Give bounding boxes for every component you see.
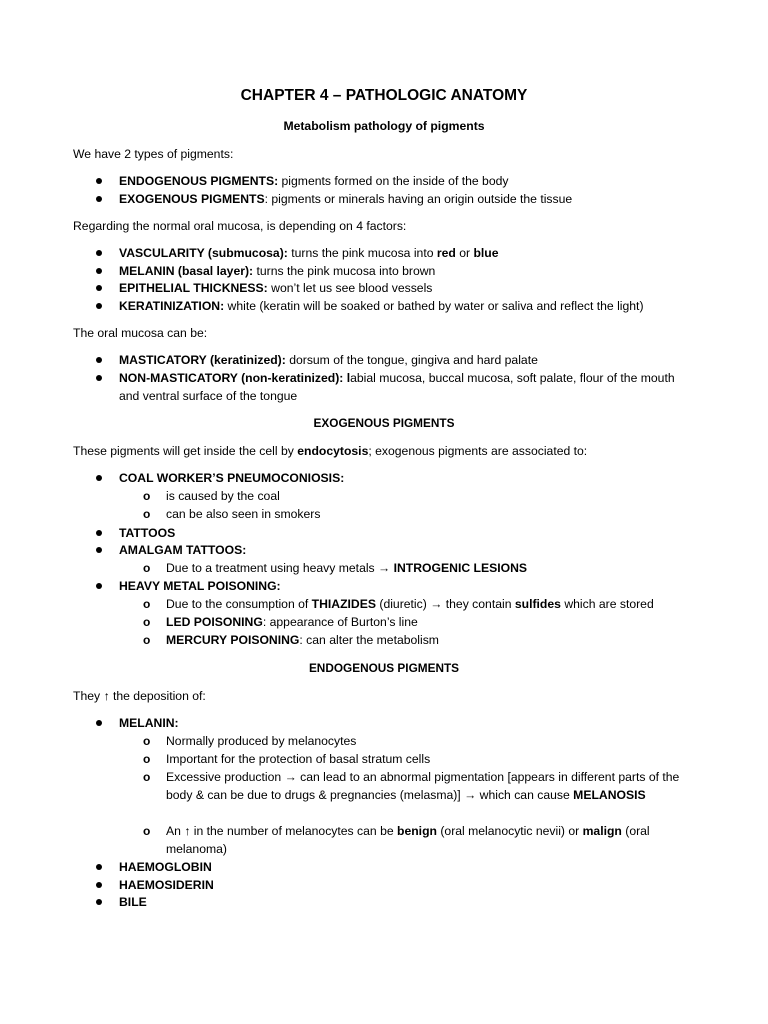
list-item: MASTICATORY (keratinized): dorsum of the tongue, gingiva and hard palate bbox=[119, 353, 538, 367]
sub-bullet-icon: o bbox=[143, 489, 151, 503]
sub-list-item: Due to the consumption of THIAZIDES (diuretic) → they contain sulfides which are stored bbox=[166, 597, 654, 611]
sub-list-item: Due to a treatment using heavy metals → INTROGENIC LESIONS bbox=[166, 561, 528, 575]
sub-bullet-icon: o bbox=[143, 734, 151, 748]
bullet-icon bbox=[96, 899, 102, 905]
page-subtitle: Metabolism pathology of pigments bbox=[283, 119, 485, 133]
intro-mucosa: The oral mucosa can be: bbox=[73, 326, 208, 340]
bullet-icon bbox=[96, 303, 102, 309]
exogenous-intro: These pigments will get inside the cell by endocytosis; exogenous pigments are associated to: bbox=[73, 444, 588, 458]
list-item: ENDOGENOUS PIGMENTS: pigments formed on the inside of the body bbox=[119, 174, 509, 188]
sub-bullet-icon: o bbox=[143, 561, 151, 575]
list-item: MELANIN: bbox=[119, 716, 179, 730]
arrow-right-icon: → bbox=[378, 561, 391, 575]
section-heading-exogenous: EXOGENOUS PIGMENTS bbox=[313, 416, 455, 430]
sub-list-item: LED POISONING: appearance of Burton’s line bbox=[166, 615, 418, 629]
sub-bullet-icon: o bbox=[143, 824, 151, 838]
bullet-icon bbox=[96, 268, 102, 274]
bullet-icon bbox=[96, 882, 102, 888]
sub-list-item: Excessive production → can lead to an abnormal pigmentation [appears in different parts of the body & can be due to drugs & pregnancies (melasma)] → which can cause MELANOSIS bbox=[166, 770, 680, 802]
list-item: HEAVY METAL POISONING: bbox=[119, 579, 281, 593]
sub-list-item: can be also seen in smokers bbox=[166, 507, 321, 521]
bullet-icon bbox=[96, 357, 102, 363]
sub-list-item: Important for the protection of basal stratum cells bbox=[166, 752, 431, 766]
list-item: HAEMOGLOBIN bbox=[119, 860, 212, 874]
endogenous-intro: They ↑ the deposition of: bbox=[73, 689, 206, 703]
sub-bullet-icon: o bbox=[143, 597, 151, 611]
sub-list-item: An ↑ in the number of melanocytes can be benign (oral melanocytic nevii) or malign (oral melanoma) bbox=[166, 824, 650, 856]
bullet-icon bbox=[96, 547, 102, 553]
page-title: CHAPTER 4 – PATHOLOGIC ANATOMY bbox=[240, 87, 528, 104]
sub-bullet-icon: o bbox=[143, 507, 151, 521]
list-item: AMALGAM TATTOOS: bbox=[119, 543, 247, 557]
list-item: KERATINIZATION: white (keratin will be soaked or bathed by water or saliva and reflect the light) bbox=[119, 299, 644, 313]
bullet-icon bbox=[96, 375, 102, 381]
sub-bullet-icon: o bbox=[143, 615, 151, 629]
bullet-icon bbox=[96, 196, 102, 202]
bullet-icon bbox=[96, 178, 102, 184]
sub-bullet-icon: o bbox=[143, 752, 151, 766]
list-item: COAL WORKER’S PNEUMOCONIOSIS: bbox=[119, 471, 345, 485]
arrow-right-icon: → bbox=[284, 770, 297, 784]
list-item: EXOGENOUS PIGMENTS: pigments or minerals having an origin outside the tissue bbox=[119, 192, 573, 206]
sub-bullet-icon: o bbox=[143, 633, 151, 647]
bullet-icon bbox=[96, 864, 102, 870]
list-item: HAEMOSIDERIN bbox=[119, 878, 214, 892]
list-item: TATTOOS bbox=[119, 526, 176, 540]
intro-factors: Regarding the normal oral mucosa, is depending on 4 factors: bbox=[73, 219, 407, 233]
bullet-icon bbox=[96, 250, 102, 256]
sub-list-item: is caused by the coal bbox=[166, 489, 280, 503]
bullet-icon bbox=[96, 475, 102, 481]
arrow-right-icon: → bbox=[430, 597, 443, 611]
sub-list-item: Normally produced by melanocytes bbox=[166, 734, 357, 748]
list-item: MELANIN (basal layer): turns the pink mucosa into brown bbox=[119, 264, 436, 278]
list-item: EPITHELIAL THICKNESS: won’t let us see blood vessels bbox=[119, 281, 433, 295]
bullet-icon bbox=[96, 530, 102, 536]
list-item: NON-MASTICATORY (non-keratinized): labial mucosa, buccal mucosa, soft palate, flour of the mouth and ventral surface of the tongue bbox=[119, 371, 675, 403]
list-item: VASCULARITY (submucosa): turns the pink mucosa into red or blue bbox=[119, 246, 499, 260]
bullet-icon bbox=[96, 720, 102, 726]
intro-types: We have 2 types of pigments: bbox=[73, 147, 234, 161]
bullet-icon bbox=[96, 583, 102, 589]
list-item: BILE bbox=[119, 895, 147, 909]
sub-bullet-icon: o bbox=[143, 770, 151, 784]
section-heading-endogenous: ENDOGENOUS PIGMENTS bbox=[308, 661, 460, 675]
arrow-right-icon: → bbox=[464, 788, 477, 802]
sub-list-item: MERCURY POISONING: can alter the metabolism bbox=[166, 633, 439, 647]
bullet-icon bbox=[96, 285, 102, 291]
